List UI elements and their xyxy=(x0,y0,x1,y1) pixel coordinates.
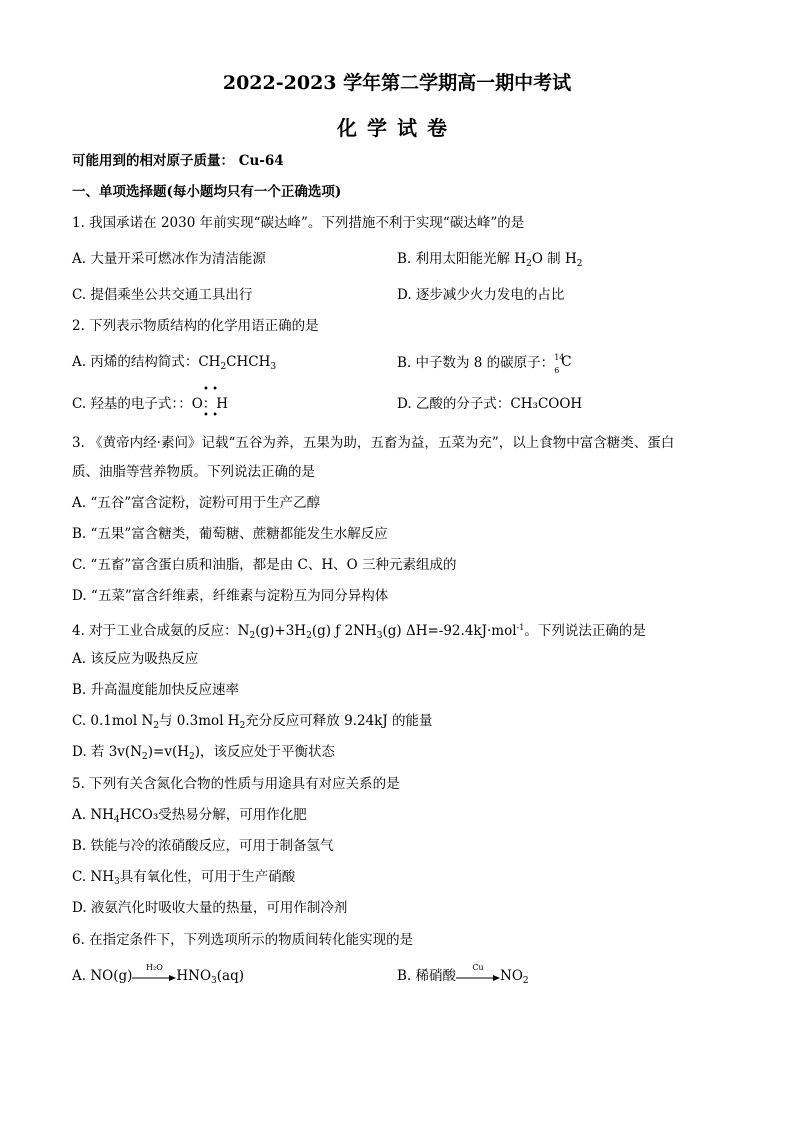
q4-sup: -1 xyxy=(516,623,525,632)
electron-dots-bottom: • • xyxy=(203,410,218,421)
q5-c-text: C. NH xyxy=(72,869,115,885)
exam-subtitle: 化学试卷 xyxy=(337,116,457,140)
question-3-stem-line1: 3. 《黄帝内经·素问》记载“五谷为养，五果为助，五畜为益，五菜为充”，以上食物中富含糖类、蛋白 xyxy=(72,435,675,451)
q1-option-a: A. 大量开采可燃冰作为清洁能源 xyxy=(72,251,266,267)
question-2-stem: 2. 下列表示物质结构的化学用语正确的是 xyxy=(72,318,319,334)
q1-option-d: D. 逐步减少火力发电的占比 xyxy=(397,287,565,303)
q4-sub1: 2 xyxy=(249,631,256,641)
q4-sub3: 3 xyxy=(376,631,383,641)
q5-a-text2: HCO₃受热易分解，可用作化肥 xyxy=(119,807,307,823)
isotope-mass-number: 14 xyxy=(554,353,565,362)
q1-b-sub: 2 xyxy=(526,259,532,269)
q4-option-b: B. 升高温度能加快反应速率 xyxy=(72,682,240,698)
q4-c-text2: 与 0.3mol H xyxy=(159,713,240,729)
q6-a-text: A. NO(g) xyxy=(72,968,133,984)
q4-option-c xyxy=(72,712,433,735)
q1-option-c: C. 提倡乘坐公共交通工具出行 xyxy=(72,287,253,303)
question-4-stem xyxy=(72,619,646,645)
q4-option-a: A. 该反应为吸热反应 xyxy=(72,651,199,667)
q2-a-sub: 2 xyxy=(220,362,227,372)
q5-a-sub: 4 xyxy=(113,815,120,825)
question-1-stem: 1. 我国承诺在 2030 年前实现“碳达峰”。下列措施不利于实现“碳达峰”的是 xyxy=(72,215,525,231)
q4-text3: (g) ΔH=-92.4kJ·mol xyxy=(382,623,517,639)
q4-d-sub1: 2 xyxy=(142,752,148,762)
q1-b-text2: O 制 H xyxy=(531,251,577,267)
q6-a-sub: 3 xyxy=(211,976,217,986)
q5-option-a xyxy=(72,806,307,829)
atomic-mass-note: 可能用到的相对原子质量： Cu-64 xyxy=(72,153,284,169)
q5-option-d: D. 液氨汽化时吸收大量的热量，可用作制冷剂 xyxy=(72,900,348,916)
q6-option-a xyxy=(72,963,245,990)
arrow-label: H₂O xyxy=(146,963,163,972)
q4-c-sub2: 2 xyxy=(239,721,246,731)
question-6-stem: 6. 在指定条件下，下列选项所示的物质间转化能实现的是 xyxy=(72,932,414,948)
q4-text1: (g)+3H xyxy=(255,623,307,639)
q6-option-b xyxy=(397,963,529,990)
q4-d-text2: )=v(H xyxy=(147,744,189,760)
question-3-stem-line2: 质、油脂等营养物质。下列说法正确的是 xyxy=(72,464,315,480)
electron-pair-left: ： xyxy=(178,396,192,412)
arrow-label: Cu xyxy=(472,963,484,972)
q5-a-text: A. NH xyxy=(72,807,114,823)
q4-c-sub1: 2 xyxy=(153,721,159,731)
q2-a-sub2: 3 xyxy=(270,362,277,372)
q1-b-text: B. 利用太阳能光解 H xyxy=(397,251,527,267)
q4-sub2: 2 xyxy=(306,631,312,641)
isotope-atomic-number: 6 xyxy=(554,366,560,375)
arrow-icon xyxy=(456,974,500,982)
exam-title: 2022-2023 学年第二学期高一期中考试 xyxy=(222,72,572,94)
q4-d-text3: )，该反应处于平衡状态 xyxy=(194,744,336,760)
q2-c-text: C. 羟基的电子式： xyxy=(72,396,179,412)
electron-dots-top: • • xyxy=(203,384,218,395)
q6-b-product: NO xyxy=(500,968,523,984)
q4-text2: (g) ƒ 2NH xyxy=(311,623,377,639)
reaction-arrow xyxy=(132,963,176,982)
q2-a-text2: CHCH xyxy=(226,354,271,370)
q4-stem-text: 4. 对于工业合成氨的反应：N xyxy=(72,623,250,639)
section-heading: 一、单项选择题(每小题均只有一个正确选项) xyxy=(72,184,342,200)
question-5-stem: 5. 下列有关含氮化合物的性质与用途具有对应关系的是 xyxy=(72,776,400,792)
q6-a-state: (aq) xyxy=(216,968,245,984)
q4-c-text: C. 0.1mol N xyxy=(72,713,154,729)
carbon-isotope-symbol xyxy=(554,353,572,375)
q1-b-sub2: 2 xyxy=(576,259,583,269)
q3-option-d: D. “五菜”富含纤维素，纤维素与淀粉互为同分异构体 xyxy=(72,588,389,604)
q4-d-text: D. 若 3v(N xyxy=(72,744,143,760)
q3-option-b: B. “五果”富含糖类，葡萄糖、蔗糖都能发生水解反应 xyxy=(72,526,388,542)
q5-option-b: B. 铁能与冷的浓硝酸反应，可用于制备氢气 xyxy=(72,838,334,854)
q2-a-text: A. 丙烯的结构简式：CH xyxy=(72,354,221,370)
q2-b-text: B. 中子数为 8 的碳原子： xyxy=(397,355,555,371)
q6-b-text: B. 稀硝酸 xyxy=(397,968,457,984)
q4-text4: 。下列说法正确的是 xyxy=(524,623,646,639)
q5-option-c xyxy=(72,868,295,891)
q2-option-b xyxy=(397,353,572,375)
hydroxyl-formula: O：H xyxy=(191,396,229,412)
q4-c-text3: 充分反应可释放 9.24kJ 的能量 xyxy=(245,713,433,729)
reaction-arrow xyxy=(456,963,500,982)
q6-a-product: HNO xyxy=(176,968,212,984)
q5-c-sub: 3 xyxy=(114,877,120,887)
q3-option-c: C. “五畜”富含蛋白质和油脂，都是由 C、H、O 三种元素组成的 xyxy=(72,557,457,573)
q1-option-b xyxy=(397,250,582,273)
q2-option-d: D. 乙酸的分子式：CH₃COOH xyxy=(397,396,583,412)
q4-d-sub2: 2 xyxy=(189,752,195,762)
isotope-element: C xyxy=(561,354,572,370)
q3-option-a: A. “五谷”富含淀粉，淀粉可用于生产乙醇 xyxy=(72,495,321,511)
q6-b-sub: 2 xyxy=(522,976,529,986)
q2-option-a xyxy=(72,353,276,376)
q5-c-text2: 具有氧化性，可用于生产硝酸 xyxy=(119,869,296,885)
arrow-icon xyxy=(132,974,176,982)
q4-option-d xyxy=(72,743,335,766)
